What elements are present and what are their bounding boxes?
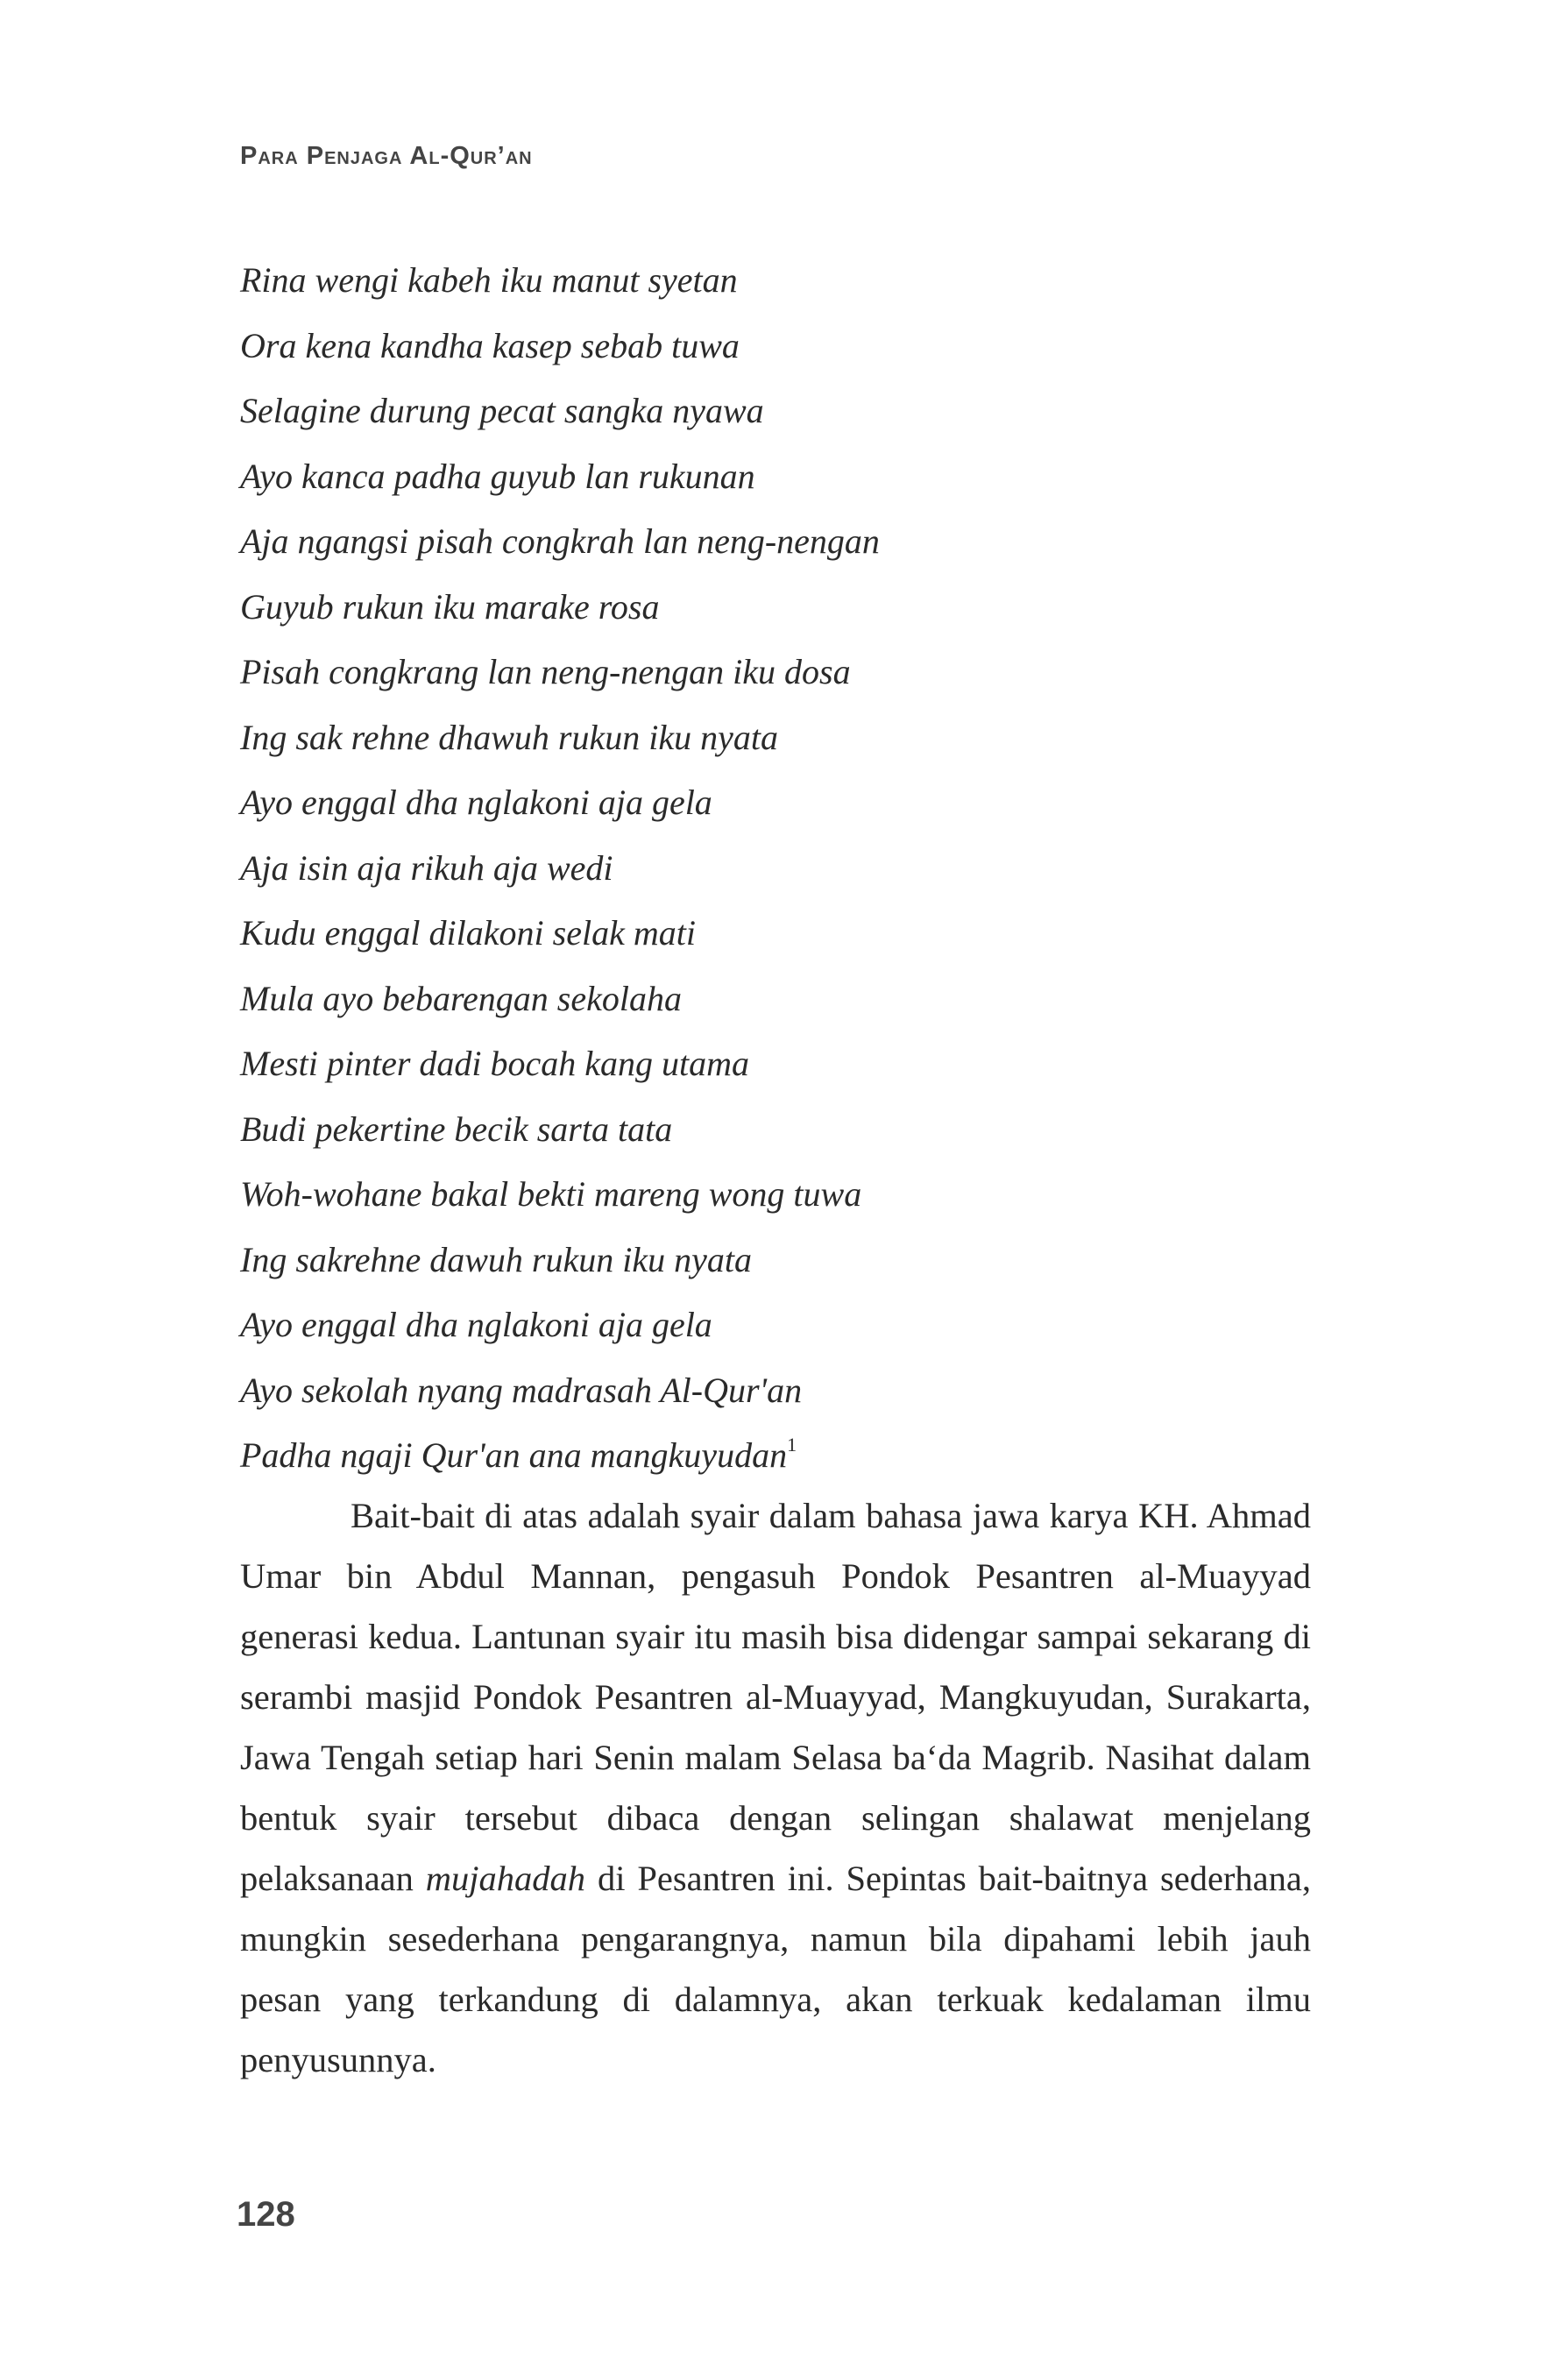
- footnote-marker[interactable]: 1: [787, 1434, 797, 1456]
- poem-line: Mesti pinter dadi bocah kang utama: [240, 1044, 750, 1083]
- poem-line: Budi pekertine becik sarta tata: [240, 1109, 673, 1149]
- poem-line-last: [240, 1423, 880, 1489]
- poem-line: Ayo enggal dha nglakoni aja gela: [240, 1305, 712, 1344]
- poem-line: Ayo sekolah nyang madrasah Al-Qur'an: [240, 1370, 803, 1410]
- poem-line: Aja ngangsi pisah congkrah lan neng-nengan: [240, 521, 880, 561]
- poem-line: Guyub rukun iku marake rosa: [240, 586, 660, 627]
- poem-line: Ora kena kandha kasep sebab tuwa: [240, 325, 740, 365]
- poem-line: Pisah congkrang lan neng-nengan iku dosa: [240, 652, 851, 691]
- poem-line: Selagine durung pecat sangka nyawa: [240, 391, 764, 430]
- poem-line: Aja isin aja rikuh aja wedi: [240, 847, 613, 888]
- poem-line: Woh-wohane bakal bekti mareng wong tuwa: [240, 1174, 862, 1214]
- poem-line: Ing sak rehne dhawuh rukun iku nyata: [240, 717, 778, 757]
- poem-line: Ing sakrehne dawuh rukun iku nyata: [240, 1239, 752, 1279]
- poem-line: Rina wengi kabeh iku manut syetan: [240, 260, 738, 300]
- poem-line-text: Padha ngaji Qur'an ana mangkuyudan: [240, 1435, 788, 1475]
- running-header: Para Penjaga Al-Qur’an: [240, 142, 533, 170]
- paragraph-text-part2: di Pesantren ini. Sepintas bait-baitnya sederhana, mungkin sesederhana pengarangnya, namun bila dipahami lebih jauh pesan yang terkandung di dalamnya, akan terkuak kedalaman ilmu penyusunnya.: [240, 1859, 1311, 2079]
- paragraph-emphasis: mujahadah: [425, 1859, 586, 1898]
- page-number: 128: [237, 2195, 295, 2234]
- poem-line: Ayo enggal dha nglakoni aja gela: [240, 783, 712, 822]
- poem-line: Ayo kanca padha guyub lan rukunan: [240, 456, 755, 496]
- poem-stanza: [240, 248, 880, 1489]
- poem-line: Kudu enggal dilakoni selak mati: [240, 913, 696, 953]
- paragraph-text-part1: Bait-bait di atas adalah syair dalam bahasa jawa karya KH. Ahmad Umar bin Abdul Mannan, pengasuh Pondok Pesantren al-Muayyad generasi kedua. Lantunan syair itu masih bisa didengar sampai sekarang di serambi masjid Pondok Pesantren al-Muayyad, Mangkuyudan, Surakarta, Jawa Tengah setiap hari Senin malam Selasa ba‘da Magrib. Nasihat dalam bentuk syair tersebut dibaca dengan selingan shalawat menjelang pelaksanaan: [240, 1496, 1311, 1898]
- body-paragraph: [240, 1485, 1311, 2090]
- poem-line: Mula ayo bebarengan sekolaha: [240, 978, 682, 1018]
